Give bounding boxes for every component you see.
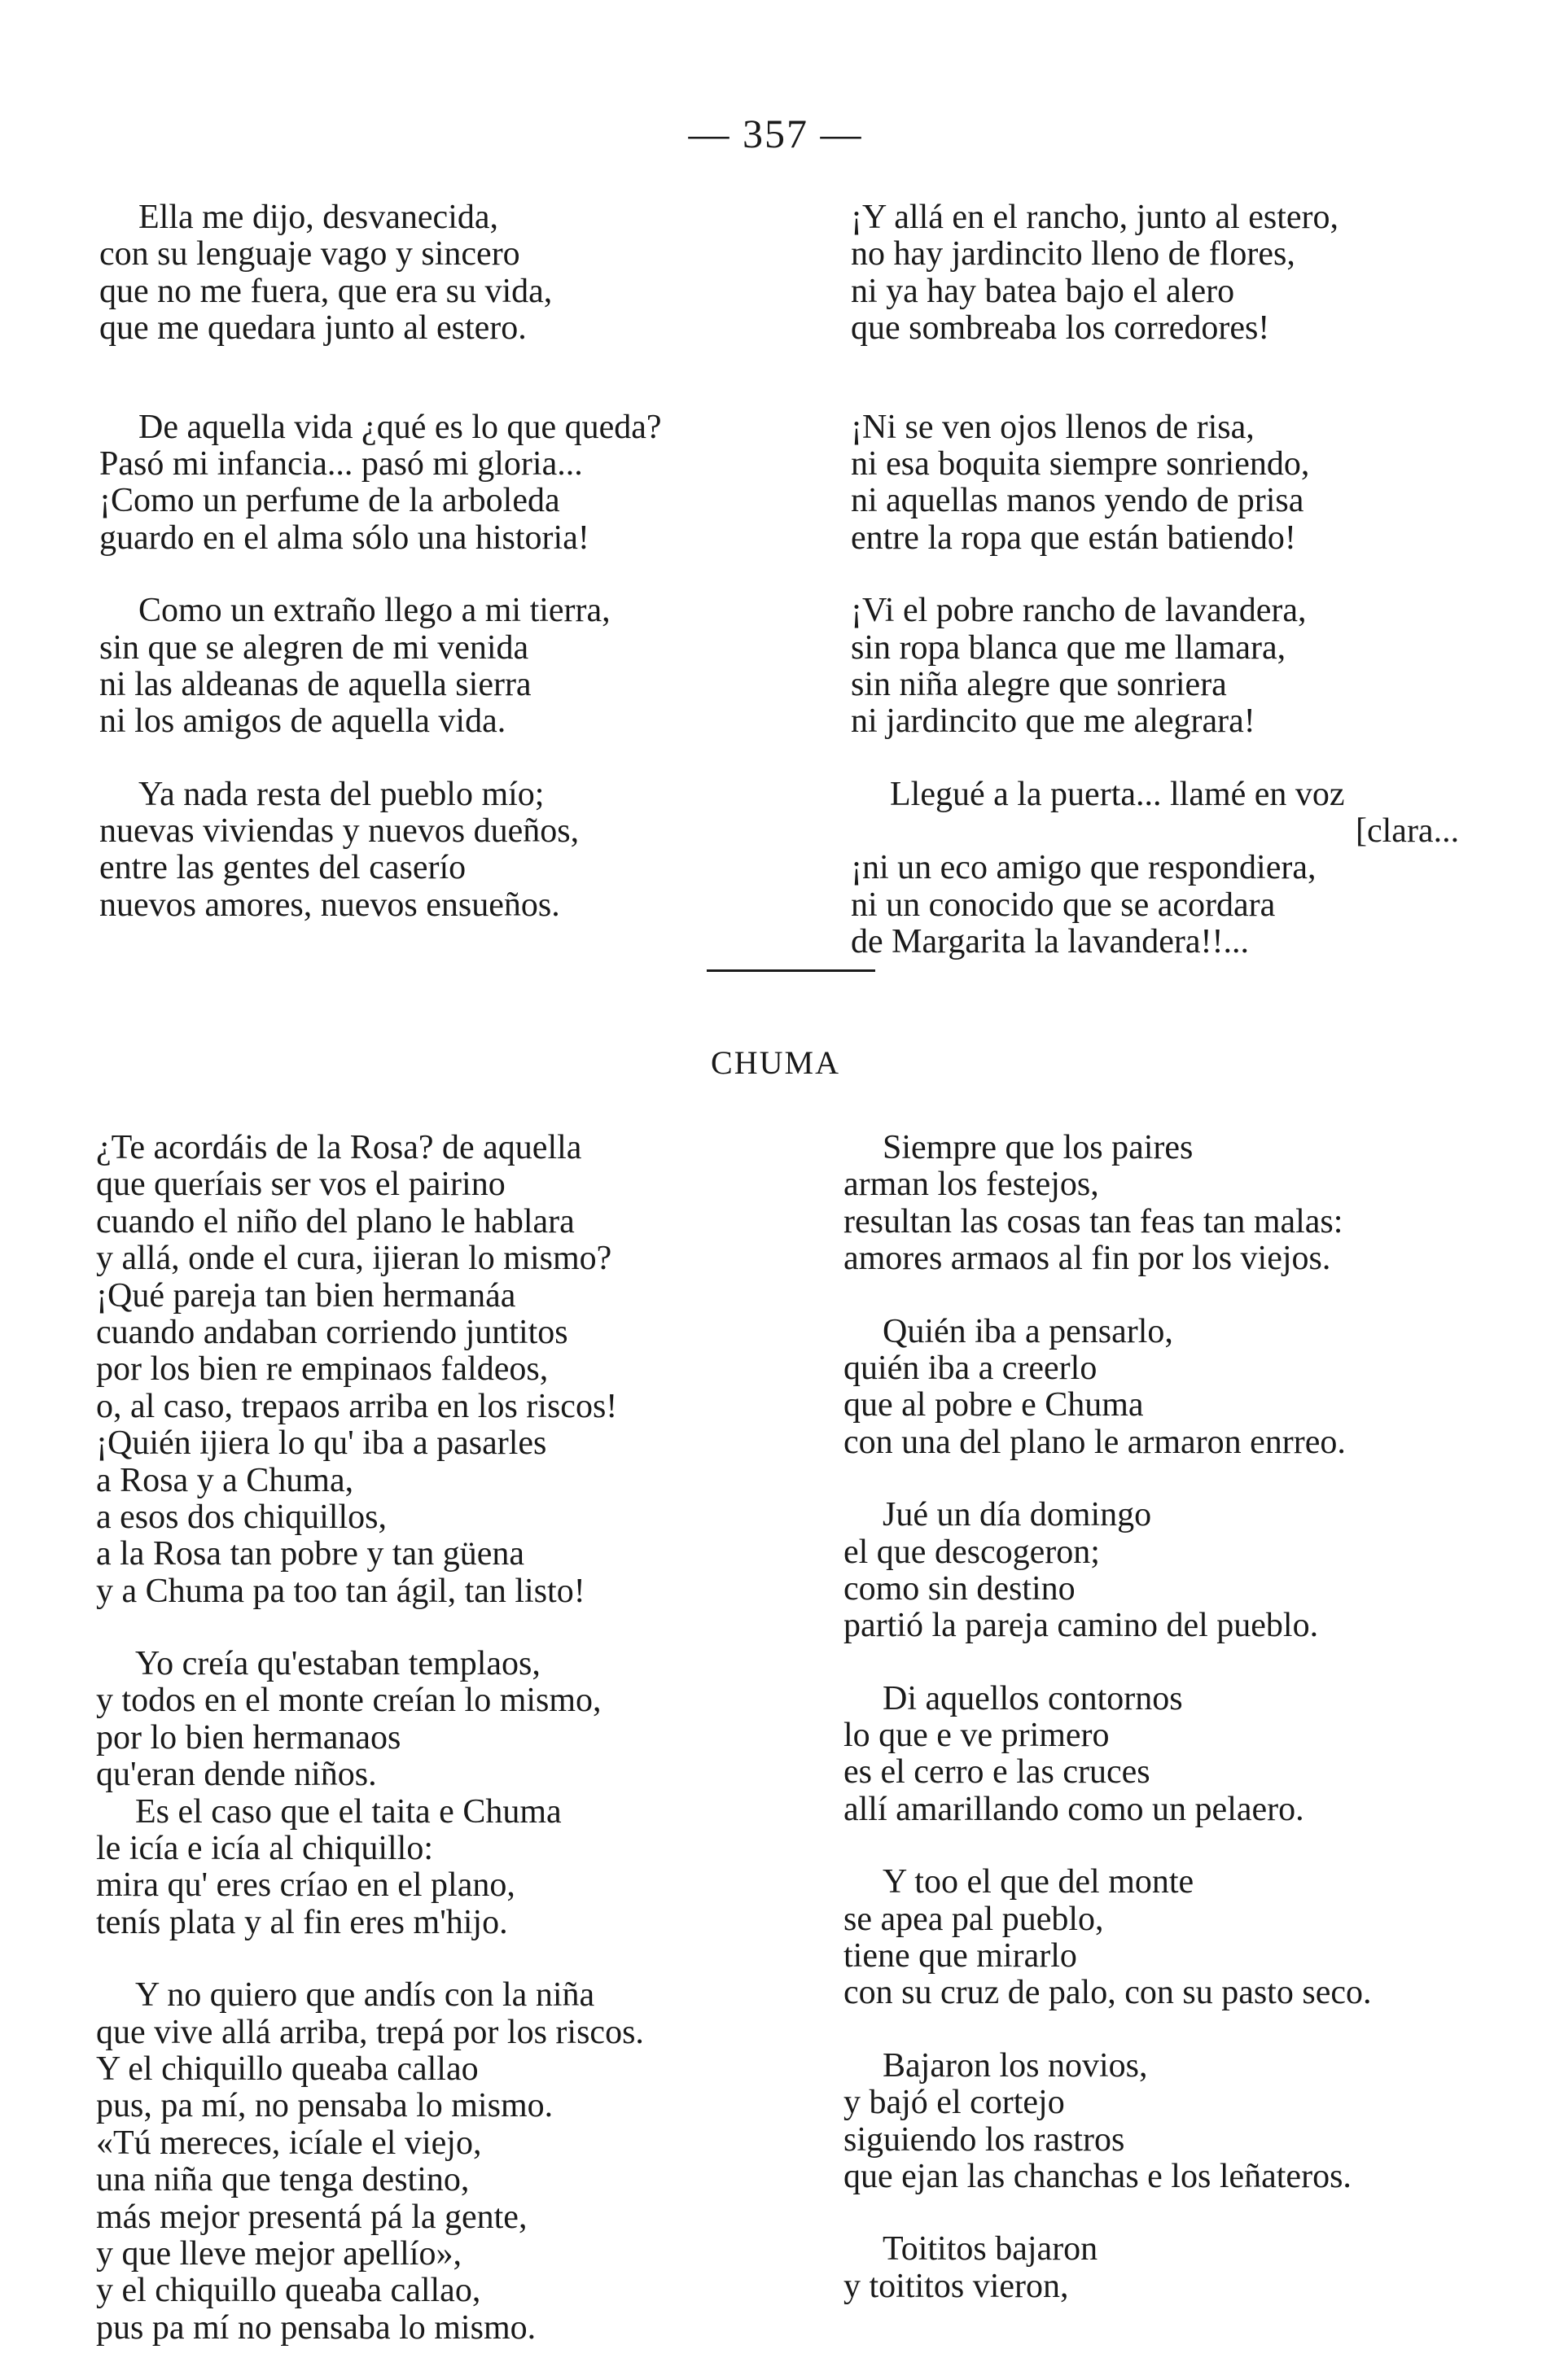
poem-line: Llegué a la puerta... llamé en voz bbox=[890, 775, 1345, 813]
poem-line: el que descogeron; bbox=[843, 1533, 1100, 1571]
poem-line: Di aquellos contornos bbox=[883, 1679, 1183, 1717]
stanza bbox=[843, 2231, 1371, 2305]
poem-line: arman los festejos, bbox=[843, 1166, 1099, 1204]
poem-line: resultan las cosas tan feas tan malas: bbox=[843, 1202, 1343, 1240]
poem-line: ni los amigos de aquella vida. bbox=[99, 702, 506, 741]
poem-line: que vive allá arriba, trepá por los riscos. bbox=[96, 2013, 644, 2051]
poem-line: ni las aldeanas de aquella sierra bbox=[99, 665, 532, 703]
poem-line: o, al caso, trepaos arriba en los riscos! bbox=[96, 1387, 618, 1425]
poem-line: no hay jardincito lleno de flores, bbox=[851, 235, 1295, 273]
poem-line: ni un conocido que se acordara bbox=[851, 886, 1276, 924]
poem-line: qu'eran dende niños. bbox=[96, 1756, 377, 1794]
poem-line: De aquella vida ¿qué es lo que queda? bbox=[138, 408, 662, 446]
poem-line: con su cruz de palo, con su pasto seco. bbox=[843, 1974, 1372, 2012]
poem-line: allí amarillando como un pelaero. bbox=[843, 1790, 1304, 1828]
stanza bbox=[851, 777, 1459, 961]
poem-line: a la Rosa tan pobre y tan güena bbox=[96, 1535, 524, 1573]
poem-line: cuando andaban corriendo juntitos bbox=[96, 1313, 568, 1351]
stanza bbox=[851, 199, 1459, 348]
poem-line: lo que e ve primero bbox=[843, 1717, 1110, 1755]
poem-line: Jué un día domingo bbox=[883, 1496, 1152, 1534]
poem-line: con su lenguaje vago y sincero bbox=[99, 235, 520, 273]
poem-line: Y no quiero que andís con la niña bbox=[135, 1976, 595, 2015]
stanza bbox=[843, 1864, 1371, 2012]
poem-line: nuevos amores, nuevos ensueños. bbox=[99, 886, 560, 924]
poem-line: ¡Y allá en el rancho, junto al estero, bbox=[851, 199, 1339, 236]
poem-line: ¡Vi el pobre rancho de lavandera, bbox=[851, 592, 1307, 630]
poem-line: de Margarita la lavandera!!... bbox=[851, 923, 1249, 961]
poem-line: ¡Quién ijiera lo qu' iba a pasarles bbox=[96, 1424, 547, 1463]
page-number: — 357 — bbox=[688, 111, 863, 156]
poem-line: se apea pal pueblo, bbox=[843, 1900, 1104, 1938]
poem-line: Bajaron los novios, bbox=[883, 2046, 1148, 2085]
poem-line: es el cerro e las cruces bbox=[843, 1753, 1150, 1792]
poem-line: siguiendo los rastros bbox=[843, 2120, 1125, 2159]
poem-line: a esos dos chiquillos, bbox=[96, 1498, 387, 1536]
stanza bbox=[96, 1646, 644, 1941]
poem-line: pus, pa mí, no pensaba lo mismo. bbox=[96, 2087, 554, 2125]
poem-line: y a Chuma pa too tan ágil, tan listo! bbox=[96, 1572, 585, 1610]
poem-bottom-right bbox=[843, 1130, 1371, 2305]
poem-bottom-left bbox=[96, 1130, 644, 2347]
stanza bbox=[96, 1130, 644, 1610]
poem-line: amores armaos al fin por los viejos. bbox=[843, 1240, 1331, 1278]
section-title: CHUMA bbox=[711, 1044, 840, 1081]
poem-line: Quién iba a pensarlo, bbox=[883, 1312, 1173, 1350]
poem-line: Y too el que del monte bbox=[883, 1863, 1194, 1901]
poem-line: tenís plata y al fin eres m'hijo. bbox=[96, 1903, 508, 1941]
poem-line: Yo creía qu'estaban templaos, bbox=[135, 1645, 541, 1683]
poem-line: partió la pareja camino del pueblo. bbox=[843, 1607, 1319, 1645]
poem-line: ni jardincito que me alegrara! bbox=[851, 702, 1255, 741]
poem-line: que me quedara junto al estero. bbox=[99, 309, 527, 348]
poem-line: ni aquellas manos yendo de prisa bbox=[851, 482, 1304, 520]
stanza bbox=[843, 1497, 1371, 1645]
stanza bbox=[843, 1130, 1371, 1278]
poem-line: por los bien re empinaos faldeos, bbox=[96, 1350, 549, 1389]
poem-line: Siempre que los paires bbox=[883, 1129, 1194, 1166]
poem-line: Pasó mi infancia... pasó mi gloria... bbox=[99, 444, 583, 483]
poem-line: pus pa mí no pensaba lo mismo. bbox=[96, 2308, 537, 2347]
poem-top-left bbox=[99, 199, 662, 924]
poem-line: y allá, onde el cura, ijieran lo mismo? bbox=[96, 1240, 612, 1278]
poem-line: ni esa boquita siempre sonriendo, bbox=[851, 444, 1310, 483]
poem-line: guardo en el alma sólo una historia! bbox=[99, 518, 589, 557]
poem-line: tiene que mirarlo bbox=[843, 1937, 1077, 1975]
poem-line: que sombreaba los corredores! bbox=[851, 309, 1270, 348]
stanza bbox=[843, 2048, 1371, 2196]
poem-line: y todos en el monte creían lo mismo, bbox=[96, 1682, 602, 1720]
poem-line: a Rosa y a Chuma, bbox=[96, 1461, 354, 1499]
poem-line: sin que se alegren de mi venida bbox=[99, 628, 529, 667]
poem-line: y bajó el cortejo bbox=[843, 2084, 1065, 2122]
poem-line: ni ya hay batea bajo el alero bbox=[851, 272, 1235, 310]
poem-line: le icía e icía al chiquillo: bbox=[96, 1830, 433, 1868]
poem-line: que no me fuera, que era su vida, bbox=[99, 272, 553, 310]
poem-line: que ejan las chanchas e los leñateros. bbox=[843, 2157, 1352, 2195]
poem-line: más mejor presentá pá la gente, bbox=[96, 2198, 528, 2236]
stanza bbox=[99, 199, 662, 348]
poem-line: ¡Qué pareja tan bien hermanáa bbox=[96, 1276, 516, 1315]
poem-line: por lo bien hermanaos bbox=[96, 1718, 401, 1757]
stanza bbox=[843, 1681, 1371, 1829]
poem-line: que queríais ser vos el pairino bbox=[96, 1166, 506, 1204]
stanza bbox=[99, 777, 662, 925]
poem-line: entre las gentes del caserío bbox=[99, 849, 467, 887]
section-divider bbox=[707, 969, 875, 972]
poem-line: quién iba a creerlo bbox=[843, 1349, 1098, 1387]
poem-line: sin ropa blanca que me llamara, bbox=[851, 628, 1286, 667]
poem-line: Ella me dijo, desvanecida, bbox=[138, 199, 499, 236]
poem-line: Toititos bajaron bbox=[883, 2230, 1098, 2268]
poem-line: Ya nada resta del pueblo mío; bbox=[138, 775, 545, 813]
poem-line: [clara... bbox=[1356, 812, 1460, 851]
poem-line: nuevas viviendas y nuevos dueños, bbox=[99, 812, 580, 851]
stanza bbox=[99, 409, 662, 558]
stanza bbox=[99, 593, 662, 741]
poem-line: «Tú mereces, icíale el viejo, bbox=[96, 2124, 482, 2162]
poem-line: ¡ni un eco amigo que respondiera, bbox=[851, 849, 1317, 887]
stanza bbox=[851, 409, 1459, 558]
stanza bbox=[96, 1977, 644, 2347]
poem-line: una niña que tenga destino, bbox=[96, 2161, 470, 2199]
stanza bbox=[851, 593, 1459, 741]
poem-top-right bbox=[851, 199, 1459, 961]
poem-line: Como un extraño llego a mi tierra, bbox=[138, 592, 611, 630]
stanza bbox=[843, 1314, 1371, 1462]
poem-line: que al pobre e Chuma bbox=[843, 1386, 1144, 1424]
poem-line: con una del plano le armaron enrreo. bbox=[843, 1423, 1346, 1461]
poem-line: ¿Te acordáis de la Rosa? de aquella bbox=[96, 1129, 582, 1166]
poem-line: y el chiquillo queaba callao, bbox=[96, 2272, 481, 2310]
poem-line: entre la ropa que están batiendo! bbox=[851, 518, 1296, 557]
poem-line: y toititos vieron, bbox=[843, 2267, 1069, 2305]
poem-line: mira qu' eres críao en el plano, bbox=[96, 1866, 515, 1905]
poem-line: como sin destino bbox=[843, 1569, 1076, 1608]
poem-line: cuando el niño del plano le hablara bbox=[96, 1202, 575, 1240]
poem-line: sin niña alegre que sonriera bbox=[851, 665, 1227, 703]
poem-line: Es el caso que el taita e Chuma bbox=[135, 1792, 562, 1831]
poem-line: ¡Ni se ven ojos llenos de risa, bbox=[851, 408, 1255, 446]
poem-line: Y el chiquillo queaba callao bbox=[96, 2050, 479, 2088]
poem-line: y que lleve mejor apellío», bbox=[96, 2234, 462, 2273]
poem-line: ¡Como un perfume de la arboleda bbox=[99, 482, 560, 520]
